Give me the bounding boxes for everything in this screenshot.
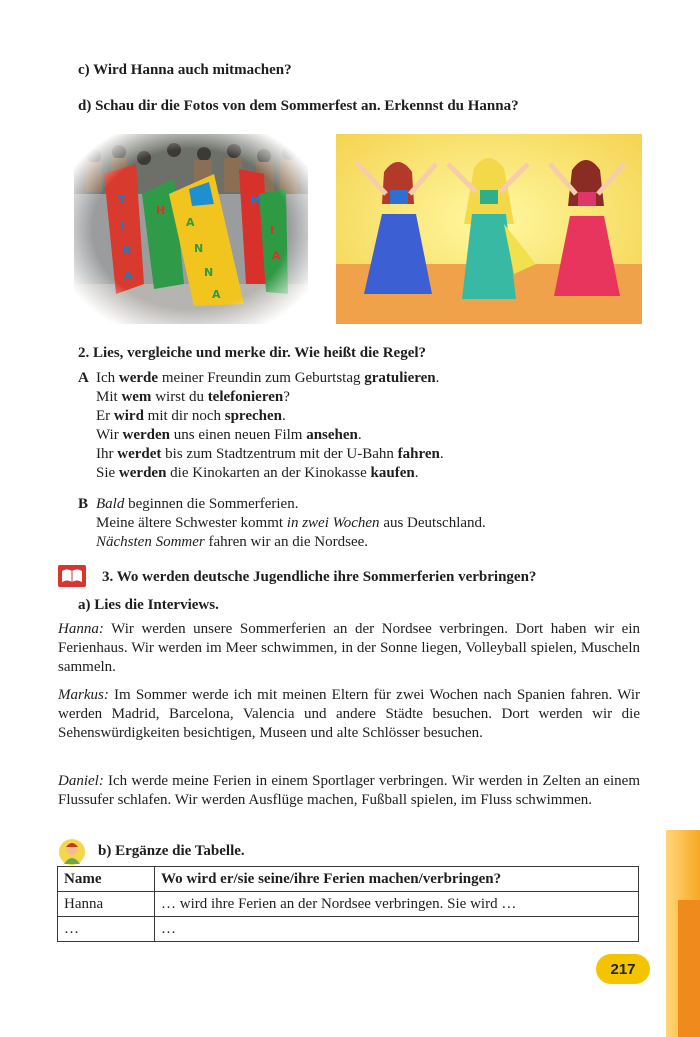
open-book-icon bbox=[58, 565, 86, 587]
example-line bbox=[96, 534, 368, 551]
question-d: d) Schau dir die Fotos von dem Sommerfest an. Erkennst du Hanna? bbox=[78, 98, 519, 114]
question-c: c) Wird Hanna auch mitmachen? bbox=[78, 62, 292, 78]
example-segment: beginnen die Sommerferien. bbox=[124, 496, 299, 512]
example-segment: bis zum Stadtzentrum mit der U-Bahn bbox=[161, 446, 398, 462]
interview-name: Hanna: bbox=[58, 621, 104, 637]
interview-text: Wir werden unsere Sommerferien an der Nordsee verbringen. Dort haben wir ein Ferienhaus. Wir werden im Meer schwimmen, in der Sonne liegen, Volleyball spielen, Muscheln sammeln. bbox=[58, 621, 640, 675]
example-segment: werden bbox=[122, 427, 170, 443]
example-segment: . bbox=[439, 446, 444, 462]
photo-summer-festival-costumes bbox=[74, 134, 308, 324]
page-number-badge: 217 bbox=[596, 954, 650, 984]
example-segment: Ihr bbox=[96, 446, 118, 462]
example-segment: sprechen bbox=[224, 408, 282, 424]
example-segment: Ich bbox=[96, 370, 119, 386]
example-segment: Nächsten Sommer bbox=[96, 534, 205, 550]
table-cell: … bbox=[58, 917, 155, 942]
example-line bbox=[96, 408, 286, 425]
example-segment: aus Deutschland. bbox=[379, 515, 486, 531]
table-row bbox=[58, 892, 639, 917]
task-3-title: 3. Wo werden deutsche Jugendliche ihre Sommerferien verbringen? bbox=[102, 569, 537, 585]
example-segment: ? bbox=[283, 389, 290, 405]
example-segment: wird bbox=[113, 408, 144, 424]
task-3-sub-a: a) Lies die Interviews. bbox=[78, 597, 219, 613]
example-segment: fahren bbox=[397, 446, 440, 462]
example-segment: . bbox=[435, 370, 440, 386]
task-3-sub-b: b) Ergänze die Tabelle. bbox=[98, 843, 245, 859]
interview-name: Markus: bbox=[58, 687, 109, 703]
table-header-where: Wo wird er/sie seine/ihre Ferien machen/verbringen? bbox=[155, 867, 639, 892]
interview-name: Daniel: bbox=[58, 773, 104, 789]
interview-markus bbox=[58, 686, 640, 743]
example-line bbox=[96, 427, 362, 444]
example-segment: Wir bbox=[96, 427, 123, 443]
interview-hanna bbox=[58, 620, 640, 677]
example-segment: wirst du bbox=[151, 389, 208, 405]
example-segment: meiner Freundin zum Geburtstag bbox=[158, 370, 365, 386]
page-edge-stripe-inner bbox=[678, 900, 700, 1037]
example-segment: Sie bbox=[96, 465, 119, 481]
example-line bbox=[96, 446, 444, 463]
table-cell: Hanna bbox=[58, 892, 155, 917]
illustration-dancers bbox=[336, 134, 642, 324]
example-line bbox=[96, 465, 418, 482]
example-segment: Er bbox=[96, 408, 114, 424]
table-header-name: Name bbox=[58, 867, 155, 892]
table-cell: … wird ihre Ferien an der Nordsee verbringen. Sie wird … bbox=[155, 892, 639, 917]
example-segment: werde bbox=[118, 370, 159, 386]
example-segment: Meine ältere Schwester kommt bbox=[96, 515, 287, 531]
example-segment: Bald bbox=[96, 496, 125, 512]
interview-text: Im Sommer werde ich mit meinen Eltern für zwei Wochen nach Spanien fahren. Wir werden Madrid, Barcelona, Valencia und andere Städte besuchen. Dort werden wir die Sehenswürdigkeiten besichtigen, Museen und alte Schlösser besuchen. bbox=[58, 687, 640, 741]
interview-text: Ich werde meine Ferien in einem Sportlager verbringen. Wir werden in Zelten an einem Flussufer schlafen. Wir werden Ausflüge machen, Fußball spielen, im Fluss schwimmen. bbox=[58, 773, 640, 808]
example-segment: werden bbox=[118, 465, 167, 481]
writing-character-icon bbox=[58, 838, 86, 866]
example-segment: . bbox=[281, 408, 286, 424]
example-segment: . bbox=[357, 427, 362, 443]
example-segment: kaufen bbox=[370, 465, 415, 481]
example-line bbox=[96, 370, 439, 387]
example-segment: werdet bbox=[117, 446, 162, 462]
task-2-label-a: A bbox=[78, 370, 89, 386]
example-segment: uns einen neuen Film bbox=[169, 427, 307, 443]
task-2-title: 2. Lies, vergleiche und merke dir. Wie heißt die Regel? bbox=[78, 345, 427, 361]
example-segment: mit dir noch bbox=[143, 408, 225, 424]
example-segment: die Kinokarten an der Kinokasse bbox=[166, 465, 371, 481]
example-segment: telefonieren bbox=[207, 389, 284, 405]
task-2-label-b: B bbox=[78, 496, 89, 512]
table-cell: … bbox=[155, 917, 639, 942]
example-segment: wem bbox=[121, 389, 152, 405]
example-segment: fahren wir an die Nordsee. bbox=[204, 534, 369, 550]
interview-daniel bbox=[58, 772, 640, 810]
example-segment: in zwei Wochen bbox=[286, 515, 380, 531]
example-segment: Mit bbox=[96, 389, 122, 405]
example-line bbox=[96, 515, 486, 532]
example-line bbox=[96, 496, 298, 513]
table-row bbox=[58, 917, 639, 942]
example-line bbox=[96, 389, 290, 406]
example-segment: ansehen bbox=[306, 427, 358, 443]
example-segment: gratulieren bbox=[364, 370, 436, 386]
example-segment: . bbox=[414, 465, 419, 481]
fill-in-table bbox=[57, 866, 639, 942]
